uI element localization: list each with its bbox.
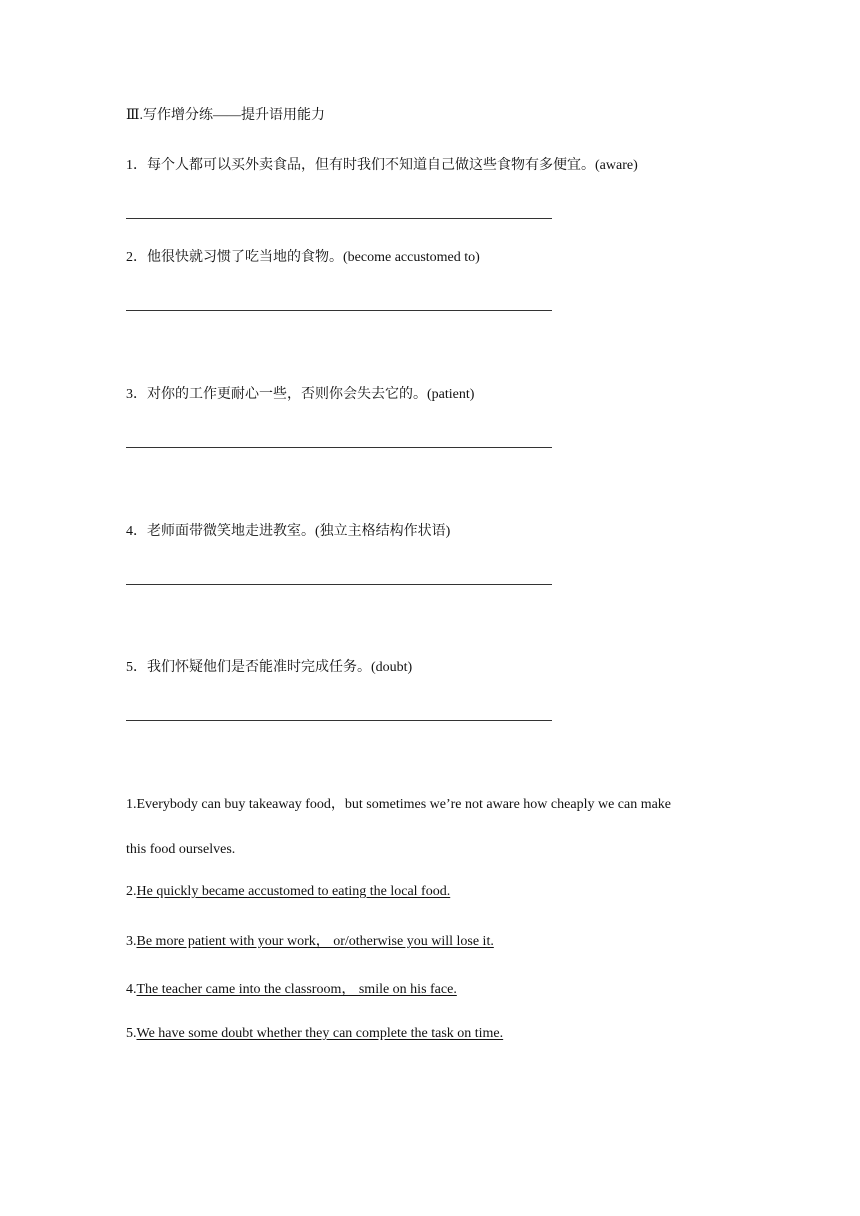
answer-4-text: The teacher came into the classroom， smile on his face. xyxy=(136,982,457,997)
answer-3 xyxy=(126,930,494,950)
question-4: 4．老师面带微笑地走进教室。(独立主格结构作状语) xyxy=(126,524,451,539)
answer-blank-2[interactable] xyxy=(126,310,552,311)
section-heading: Ⅲ.写作增分练——提升语用能力 xyxy=(126,108,326,123)
answer-blank-3[interactable] xyxy=(126,447,552,448)
answer-2-number: 2. xyxy=(126,884,137,899)
answer-1-line-1: 1.Everybody can buy takeaway food，but sometimes we’re not aware how cheaply we can make xyxy=(126,797,672,812)
question-1: 1．每个人都可以买外卖食品，但有时我们不知道自己做这些食物有多便宜。(aware) xyxy=(126,158,638,173)
answer-4-number: 4. xyxy=(126,982,137,997)
answer-1-line-2: this food ourselves. xyxy=(126,842,236,857)
question-3: 3．对你的工作更耐心一些，否则你会失去它的。(patient) xyxy=(126,387,475,402)
answer-2-text: He quickly became accustomed to eating the local food. xyxy=(136,884,451,899)
answer-4 xyxy=(126,978,457,998)
answer-3-text: Be more patient with your work， or/otherwise you will lose it. xyxy=(136,934,494,949)
answer-5 xyxy=(126,1026,503,1042)
answer-2 xyxy=(126,884,450,900)
answer-3-number: 3. xyxy=(126,934,137,949)
answer-blank-5[interactable] xyxy=(126,720,552,721)
answer-blank-1[interactable] xyxy=(126,218,552,219)
answer-5-text: We have some doubt whether they can complete the task on time. xyxy=(136,1026,504,1041)
answer-5-number: 5. xyxy=(126,1026,137,1041)
question-5: 5．我们怀疑他们是否能准时完成任务。(doubt) xyxy=(126,660,413,675)
question-2: 2．他很快就习惯了吃当地的食物。(become accustomed to) xyxy=(126,250,480,265)
answer-blank-4[interactable] xyxy=(126,584,552,585)
